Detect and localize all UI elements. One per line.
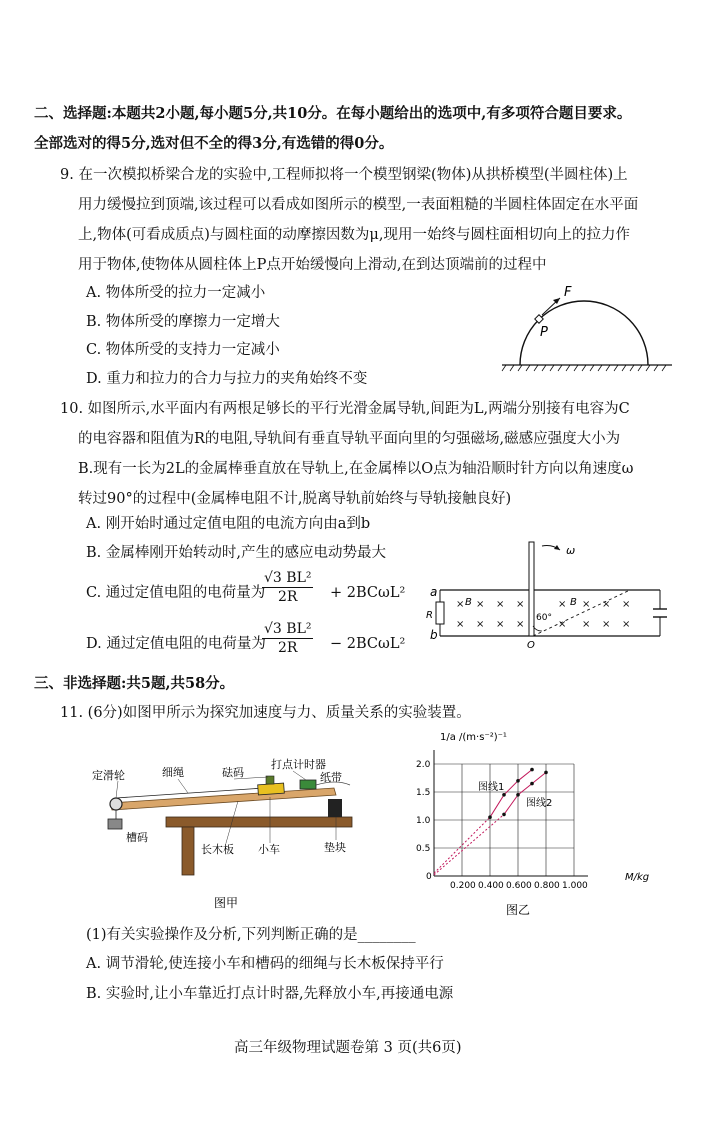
q10-circuit-figure: [420, 538, 690, 650]
q9-line2: 用力缓慢拉到顶端,该过程可以看成如图所示的模型,一表面粗糙的半圆柱体固定在水平面: [78, 197, 639, 213]
fraction-numerator: √3 BL²: [264, 570, 312, 586]
label-r: R: [426, 610, 433, 621]
data-point: [502, 813, 506, 817]
label-a: a: [430, 585, 438, 599]
data-point: [530, 782, 534, 786]
svg-text:×: ×: [456, 599, 465, 610]
x-tick-label: 1.000: [562, 881, 588, 891]
y-tick-label: 0.5: [416, 844, 431, 854]
q9-option-c: C. 物体所受的支持力一定减小: [86, 342, 280, 358]
series2-label: 图线2: [526, 798, 553, 809]
fraction-denominator: 2R: [278, 640, 298, 656]
hanging-bucket: [108, 819, 122, 829]
data-point: [502, 793, 506, 797]
q10-option-c-prefix: C. 通过定值电阻的电荷量为: [86, 585, 266, 601]
q11-intro: 11. (6分)如图甲所示为探究加速度与力、质量关系的实验装置。: [60, 705, 471, 721]
svg-text:×: ×: [582, 599, 591, 610]
q9-line4: 用于物体,使物体从圆柱体上P点开始缓慢向上滑动,在到达顶端前的过程中: [78, 257, 547, 273]
b-label-right: B: [570, 597, 577, 608]
q10-option-a: A. 刚开始时通过定值电阻的电流方向由a到b: [86, 516, 371, 532]
page-footer: 高三年级物理试题卷第 3 页(共6页): [234, 1040, 462, 1056]
data-point: [544, 771, 548, 775]
x-tick-label: 0.400: [478, 881, 504, 891]
long-board: [110, 788, 336, 810]
svg-text:×: ×: [456, 619, 465, 630]
fraction-denominator: 2R: [278, 589, 298, 605]
q10-line3: B.现有一长为2L的金属棒垂直放在导轨上,在金属棒以O点为轴沿顺时针方向以角速度ω: [78, 461, 634, 477]
q9-option-a: A. 物体所受的拉力一定减小: [86, 285, 266, 301]
pulley: [110, 798, 122, 810]
label-block: 垫块: [324, 841, 346, 854]
y-tick-label: 1.0: [416, 816, 431, 826]
chart-ticks: [416, 760, 588, 891]
label-board: 长木板: [201, 843, 234, 856]
svg-text:×: ×: [516, 599, 525, 610]
label-bucket: 槽码: [126, 831, 148, 844]
chart-ylabel: 1/a /(m·s⁻²)⁻¹: [440, 732, 507, 743]
y-tick-label: 2.0: [416, 760, 431, 770]
b-label-left: B: [465, 597, 472, 608]
x-tick-label: 0.800: [534, 881, 560, 891]
y-tick-label: 1.5: [416, 788, 431, 798]
angle-label: 60°: [536, 613, 552, 623]
q11-sub1: (1)有关实验操作及分析,下列判断正确的是________: [86, 927, 416, 943]
q9-option-b: B. 物体所受的摩擦力一定增大: [86, 314, 280, 330]
svg-text:×: ×: [516, 619, 525, 630]
label-weight: 砝码: [222, 766, 244, 779]
q11-option-a: A. 调节滑轮,使连接小车和槽码的细绳与长木板保持平行: [86, 956, 444, 972]
q10-option-d-fraction: [262, 620, 313, 657]
section2-header-line2: 全部选对的得5分,选对但不全的得3分,有选错的得0分。: [34, 135, 394, 152]
label-cart: 小车: [258, 843, 280, 856]
q11-apparatus-figure: [88, 755, 368, 915]
series-extension-line: [434, 814, 504, 874]
chart-grid: [434, 750, 588, 876]
q10-option-b: B. 金属棒刚开始转动时,产生的感应电动势最大: [86, 545, 386, 561]
q9-option-d: D. 重力和拉力的合力与拉力的夹角始终不变: [86, 371, 368, 387]
timer: [300, 780, 316, 789]
support-block: [328, 799, 342, 817]
data-point: [516, 779, 520, 783]
svg-text:×: ×: [622, 619, 631, 630]
label-timer: 打点计时器: [271, 758, 326, 771]
q9-line1: 9. 在一次模拟桥梁合龙的实验中,工程师拟将一个模型钢梁(物体)从拱桥模型(半圆柱体)上: [60, 167, 628, 183]
label-tape: 纸带: [320, 771, 342, 784]
omega-label: ω: [566, 544, 576, 557]
x-tick-label: 0.600: [506, 881, 532, 891]
svg-text:×: ×: [602, 619, 611, 630]
q10-line4: 转过90°的过程中(金属棒电阻不计,脱离导轨前始终与导轨接触良好): [78, 491, 512, 507]
y-tick-label: 0: [426, 872, 432, 882]
caption-fig-a: 图甲: [214, 896, 239, 910]
svg-text:×: ×: [622, 599, 631, 610]
section3-header: 三、非选择题:共5题,共58分。: [34, 675, 235, 692]
caption-fig-b: 图乙: [506, 903, 531, 917]
svg-text:×: ×: [476, 599, 485, 610]
cart: [258, 783, 285, 795]
resistor: [436, 602, 444, 624]
data-point: [516, 793, 520, 797]
q11-option-b: B. 实验时,让小车靠近打点计时器,先释放小车,再接通电源: [86, 986, 454, 1002]
series1-label: 图线1: [478, 782, 505, 793]
data-point: [488, 815, 492, 819]
data-point: [530, 768, 534, 772]
svg-text:×: ×: [496, 619, 505, 630]
x-tick-label: 0.200: [450, 881, 476, 891]
ground-hatching: [502, 365, 666, 371]
svg-text:×: ×: [476, 619, 485, 630]
q10-line1: 10. 如图所示,水平面内有两根足够长的平行光滑金属导轨,间距为L,两端分别接有电容为C: [60, 401, 630, 417]
table-top: [166, 817, 352, 827]
q10-line2: 的电容器和阻值为R的电阻,导轨间有垂直导轨平面向里的匀强磁场,磁感应强度大小为: [78, 431, 621, 447]
label-o: O: [527, 640, 535, 650]
svg-text:×: ×: [558, 599, 567, 610]
q10-option-c-fraction: [262, 569, 313, 606]
q10-option-c-suffix: + 2BCωL²: [330, 585, 406, 601]
point-p-label: P: [540, 325, 548, 340]
q10-option-d-prefix: D. 通过定值电阻的电荷量为: [86, 636, 266, 652]
svg-text:×: ×: [558, 619, 567, 630]
section2-header-line1: 二、选择题:本题共2小题,每小题5分,共10分。在每小题给出的选项中,有多项符合题目要求。: [34, 105, 632, 122]
series-line: [490, 770, 532, 818]
svg-text:×: ×: [582, 619, 591, 630]
svg-text:×: ×: [602, 599, 611, 610]
q10-option-d-suffix: − 2BCωL²: [330, 636, 406, 652]
force-label: F: [564, 285, 572, 300]
label-rope: 细绳: [162, 766, 184, 779]
q9-semicircle-figure: [500, 280, 680, 375]
svg-text:×: ×: [496, 599, 505, 610]
table-leg: [182, 827, 194, 875]
metal-rod: [529, 542, 534, 636]
fraction-numerator: √3 BL²: [264, 621, 312, 637]
q9-line3: 上,物体(可看成质点)与圆柱面的动摩擦因数为μ,现用一始终与圆柱面相切向上的拉力作: [78, 227, 630, 243]
q11-chart-figure: [410, 728, 670, 920]
label-pulley: 定滑轮: [92, 769, 125, 782]
chart-xlabel: M/kg: [625, 872, 650, 883]
label-b: b: [430, 628, 438, 642]
